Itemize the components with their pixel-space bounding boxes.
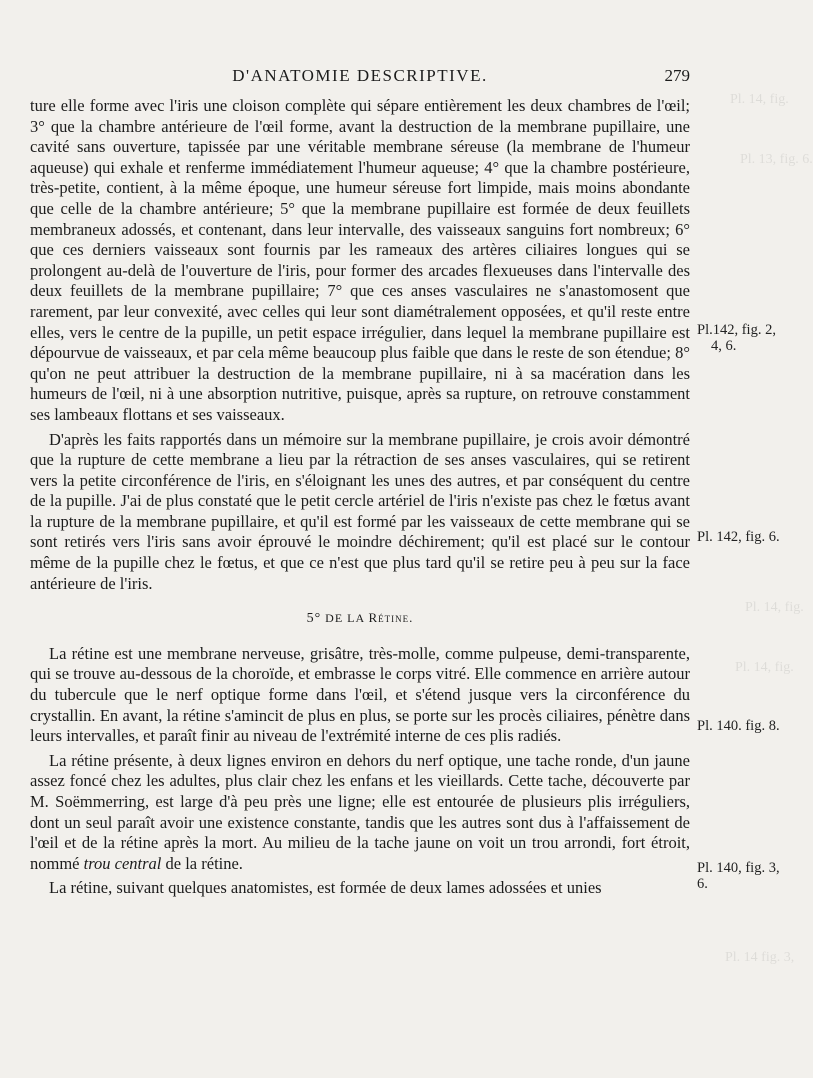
section-number: 5°	[306, 611, 322, 627]
paragraph-yellow-spot	[30, 751, 690, 875]
paragraph-membrane-conclusions: ture elle forme avec l'iris une cloison complète qui sépare entièrement les deux chambres de l'œil; 3° que la chambre antérieure de l'œil forme, avant la destruction de la membrane pupillaire, une cavité sans ouverture, tapissée par une véritable membrane séreuse (la membrane de l'humeur aqueuse) qui exhale et renferme immédiatement l'humeur aqueuse; 4° que la chambre postérieure, très-petite, contient, à la même époque, une humeur séreuse fort limpide, mais moins abondante que celle de la chambre antérieure; 5° que la membrane pupillaire est formée de deux feuillets membraneux adossés, et contenant, dans leur intervalle, des vaisseaux sanguins fort nombreux; 6° que ces derniers vaisseaux sont fournis par les rameaux des artères ciliaires longues qui se prolongent au-delà de l'ouverture de l'iris, pour former des arcades flexueuses dans l'intervalle des deux feuillets de la membrane pupillaire; 7° que ces anses vasculaires ne s'anastomosent que rarement, par leur convexité, avec celles qui leur sont diamétralement opposées, et qu'il reste entre elles, vers le centre de la pupille, un petit espace irrégulier, dans lequel la membrane pupillaire est dépourvue de vaisseaux, et par cela même beaucoup plus faible que dans le reste de son étendue; 8° qu'on ne peut attribuer la destruction de la membrane pupillaire, ni à sa macération dans les humeurs de l'œil, ni à une absorption nutritive, puisque, après sa rupture, on retrouve constamment ses lambeaux flottans et ses vaisseaux.	[30, 96, 690, 424]
show-through-mark: Pl. 14, fig.	[745, 600, 804, 615]
margin-note	[697, 529, 797, 545]
body-text	[30, 96, 690, 899]
margin-note-line: 6.	[697, 876, 708, 892]
show-through-mark: Pl. 14, fig.	[735, 660, 794, 675]
margin-note-line: 4, 6.	[711, 338, 737, 354]
page-header	[30, 66, 690, 90]
yellow-spot-text: La rétine présente, à deux lignes environ en dehors du nerf optique, une tache ronde, d'un jaune assez foncé chez les adultes, plus clair chez les enfans et les vieillards. Cette tache, découverte par M. Soëmmerring, est large d'à peu près une ligne; elle est entourée de plusieurs plis irréguliers, dont un seul paraît avoir une existence constante, tandis que les autres sont dus à l'affaissement de l'œil et de la rétine après la mort. Au milieu de la tache jaune on voit un trou arrondi, fort étroit, nommé	[30, 750, 690, 873]
running-head: D'ANATOMIE DESCRIPTIVE.	[232, 66, 488, 85]
show-through-mark: Pl. 14, fig.	[730, 92, 789, 107]
paragraph-retina-description: La rétine est une membrane nerveuse, grisâtre, très-molle, comme pulpeuse, demi-transparente, qui se trouve au-dessous de la choroïde, et embrasse le corps vitré. Elle commence en arrière autour du tubercule que le nerf optique forme dans l'œil, et s'étend jusque vers la circonférence du crystallin. En avant, la rétine s'amincit de plus en plus, se porte sur les procès ciliaires, pénètre dans leurs intervalles, et paraît finir au niveau de l'extrémité interne de ces plis radiés.	[30, 643, 690, 746]
section-heading	[30, 608, 690, 630]
margin-note	[697, 322, 797, 354]
margin-note	[697, 718, 797, 734]
section-connector: DE LA	[325, 611, 365, 626]
yellow-spot-end: de la rétine.	[165, 853, 243, 873]
show-through-mark: Pl. 14 fig. 3,	[725, 950, 795, 965]
paragraph-memoir-findings: D'après les faits rapportés dans un mémoire sur la membrane pupillaire, je crois avoir démontré que la rupture de cette membrane a lieu par la rétraction de ses anses vasculaires, qui se retirent vers la petite circonférence de l'iris, en s'éloignant les unes des autres, et par conséquent du centre de la pupille. J'ai de plus constaté que le petit cercle artériel de l'iris n'existe pas chez le fœtus avant la rupture de la membrane pupillaire, et qu'il est formé par les vaisseaux de cette membrane qui se sont retirés vers l'iris sans avoir éprouvé le moindre déchirement; qu'il est placé sur le contour même de la pupille chez le fœtus, et que ce n'est que plus tard qu'il se retire peu à peu sur la face antérieure de l'iris.	[30, 429, 690, 593]
show-through-mark: Pl. 13, fig. 6.	[740, 152, 813, 167]
margin-note-line: Pl. 142, fig. 6.	[697, 529, 780, 545]
term-trou-central: trou central	[83, 853, 162, 873]
margin-note-line: Pl. 140, fig. 3,	[697, 860, 780, 876]
section-title: Rétine.	[368, 610, 414, 626]
page-number: 279	[664, 66, 690, 85]
margin-note-line: Pl.142, fig. 2,	[697, 322, 776, 338]
margin-note-line: Pl. 140. fig. 8.	[697, 718, 780, 734]
margin-note	[697, 860, 797, 892]
paragraph-retina-layers: La rétine, suivant quelques anatomistes, est formée de deux lames adossées et unies	[49, 878, 602, 898]
